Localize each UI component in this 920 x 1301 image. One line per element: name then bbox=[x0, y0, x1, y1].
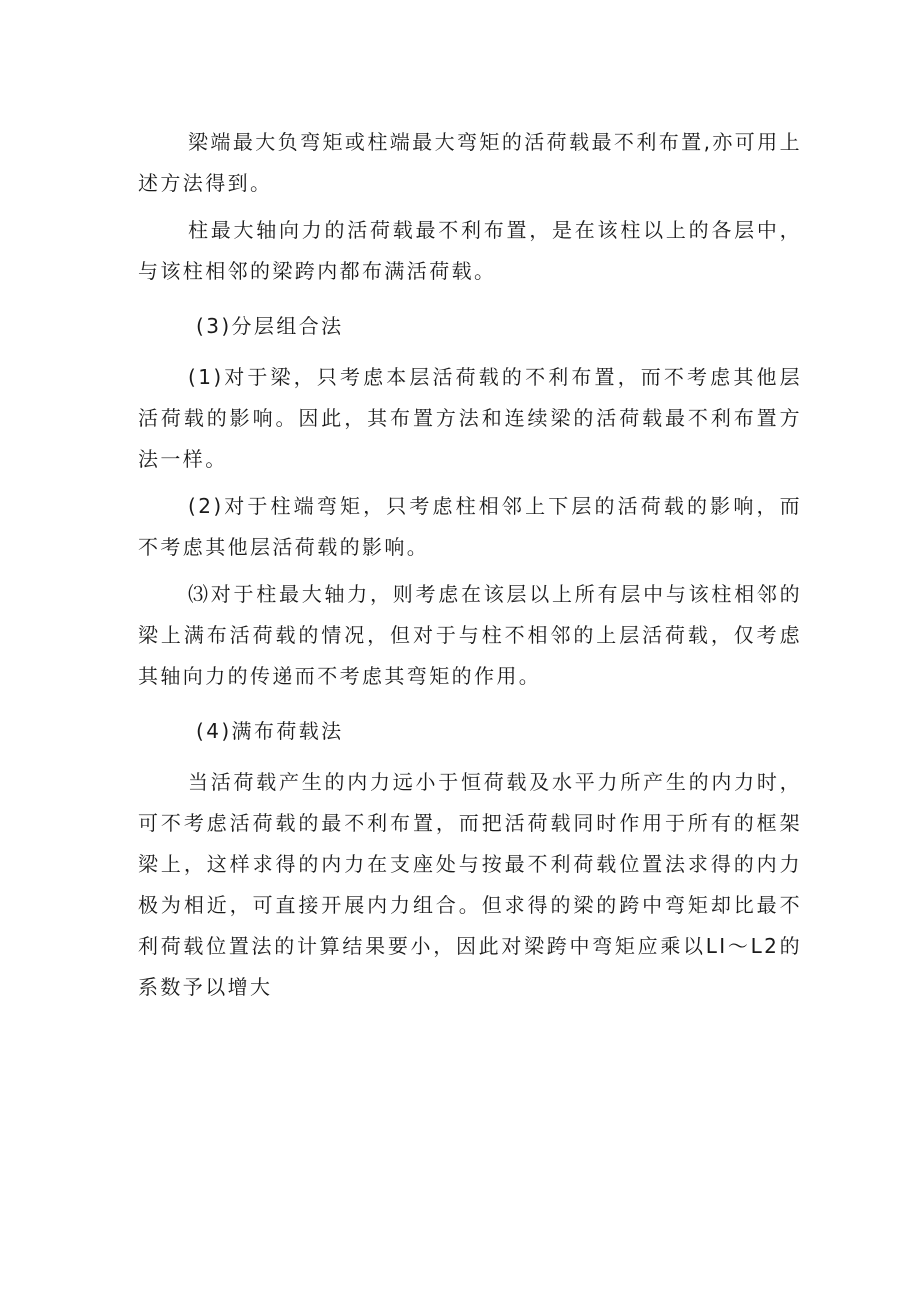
section-heading-full-load-method: (4)满布荷载法 bbox=[196, 719, 344, 743]
paragraph-column-axial-rule: ⑶对于柱最大轴力，则考虑在该层以上所有层中与该柱相邻的梁上满布活荷载的情况，但对于与柱不相邻的上层活荷载，仅考虑其轴向力的传递而不考虑其弯矩的作用。 bbox=[138, 582, 802, 688]
paragraph-beam-end-moment: 梁端最大负弯矩或柱端最大弯矩的活荷载最不利布置,亦可用上述方法得到。 bbox=[138, 130, 802, 195]
paragraph-column-axial-force: 柱最大轴向力的活荷载最不利布置，是在该柱以上的各层中，与该柱相邻的梁跨内都布满活荷载。 bbox=[138, 218, 802, 283]
paragraph-column-moment-rule: (2)对于柱端弯矩，只考虑柱相邻上下层的活荷载的影响，而不考虑其他层活荷载的影响。 bbox=[138, 494, 802, 559]
paragraph-full-load-method: 当活荷载产生的内力远小于恒荷载及水平力所产生的内力时，可不考虑活荷载的最不利布置，而把活荷载同时作用于所有的框架梁上，这样求得的内力在支座处与按最不利荷载位置法求得的内力极为相近，可直接开展内力组合。但求得的梁的跨中弯矩却比最不利荷载位置法的计算结果要小，因此对梁跨中弯矩应乘以LI～L2的系数予以增大 bbox=[138, 770, 802, 999]
document-body bbox=[138, 122, 802, 1008]
section-heading-layered-combination: (3)分层组合法 bbox=[196, 314, 344, 338]
paragraph-beam-rule: (1)对于梁，只考虑本层活荷载的不利布置，而不考虑其他层活荷载的影响。因此，其布置方法和连续梁的活荷载最不利布置方法一样。 bbox=[138, 365, 802, 471]
